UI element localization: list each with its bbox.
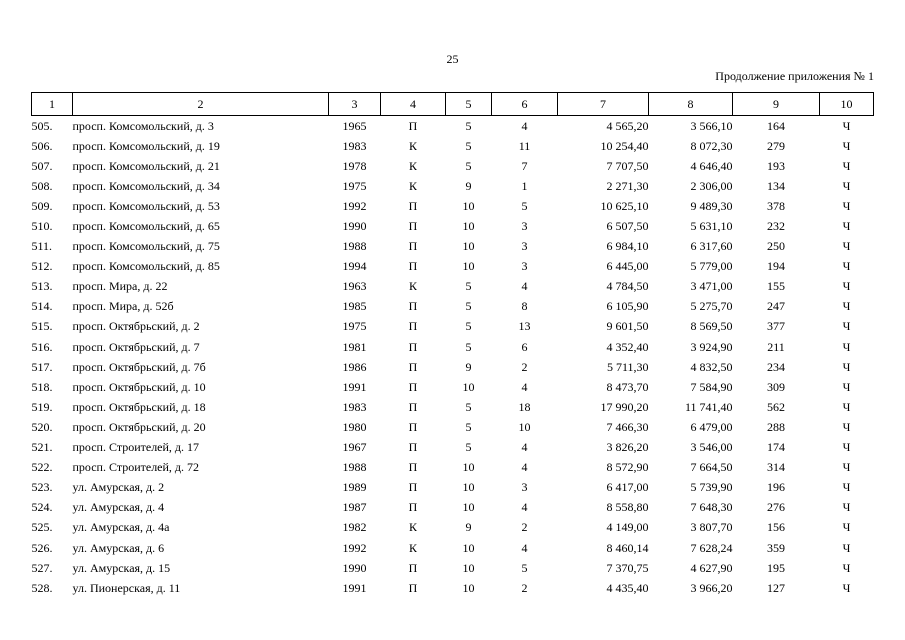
table-row [32, 498, 874, 518]
entrances-cell: 3 [521, 219, 528, 234]
address-cell: просп. Комсомольский, д. 65 [72, 219, 220, 234]
floors-cell: 10 [462, 259, 475, 274]
total-area-cell: 8 473,70 [606, 379, 649, 394]
residents-cell: 378 [767, 198, 785, 213]
wall-material-cell: П [408, 379, 418, 394]
floors-cell: 5 [465, 118, 472, 133]
year-cell: 1991 [342, 379, 367, 394]
address-cell: просп. Комсомольский, д. 85 [72, 259, 220, 274]
type-cell: Ч [842, 198, 851, 213]
residents-cell: 309 [767, 379, 785, 394]
year-cell: 1983 [342, 399, 367, 414]
total-area-cell: 10 254,40 [600, 138, 649, 153]
table-row [32, 377, 874, 397]
address-cell: ул. Пионерская, д. 11 [72, 580, 181, 595]
total-area-cell: 7 370,75 [606, 560, 649, 575]
year-cell: 1991 [342, 580, 367, 595]
wall-material-cell: П [408, 339, 418, 354]
floors-cell: 5 [465, 138, 472, 153]
year-cell: 1975 [342, 178, 367, 193]
entrances-cell: 2 [521, 580, 528, 595]
page-number: 25 [446, 52, 459, 66]
floors-cell: 10 [462, 219, 475, 234]
year-cell: 1981 [342, 339, 367, 354]
wall-material-cell: П [408, 419, 418, 434]
wall-material-cell: П [408, 319, 418, 334]
table-row [32, 397, 874, 417]
table-row [32, 558, 874, 578]
row-number: 512. [31, 259, 53, 274]
wall-material-cell: П [408, 440, 418, 455]
wall-material-cell: П [408, 259, 418, 274]
wall-material-cell: К [408, 178, 417, 193]
row-number: 524. [31, 500, 53, 515]
total-area-cell: 4 149,00 [606, 520, 649, 535]
table-row [32, 257, 874, 277]
row-number: 513. [31, 279, 53, 294]
living-area-cell: 3 471,00 [690, 279, 733, 294]
year-cell: 1992 [342, 540, 367, 555]
type-cell: Ч [842, 480, 851, 495]
type-cell: Ч [842, 379, 851, 394]
row-number: 514. [31, 299, 53, 314]
living-area-cell: 4 627,90 [690, 560, 733, 575]
floors-cell: 9 [465, 178, 472, 193]
living-area-cell: 11 741,40 [684, 399, 733, 414]
type-cell: Ч [842, 118, 851, 133]
row-number: 521. [31, 440, 53, 455]
year-cell: 1994 [342, 259, 367, 274]
entrances-cell: 3 [521, 259, 528, 274]
row-number: 511. [31, 239, 53, 254]
floors-cell: 5 [465, 399, 472, 414]
housing-table [31, 92, 874, 598]
total-area-cell: 7 707,50 [606, 158, 649, 173]
type-cell: Ч [842, 440, 851, 455]
entrances-cell: 4 [521, 279, 528, 294]
total-area-cell: 7 466,30 [606, 419, 649, 434]
floors-cell: 5 [465, 279, 472, 294]
entrances-cell: 13 [518, 319, 531, 334]
wall-material-cell: П [408, 399, 418, 414]
living-area-cell: 4 646,40 [690, 158, 733, 173]
type-cell: Ч [842, 580, 851, 595]
year-cell: 1978 [342, 158, 367, 173]
table-row [32, 277, 874, 297]
year-cell: 1985 [342, 299, 367, 314]
table-row [32, 116, 874, 137]
wall-material-cell: П [408, 118, 418, 133]
living-area-cell: 2 306,00 [690, 178, 733, 193]
residents-cell: 250 [767, 239, 785, 254]
entrances-cell: 7 [521, 158, 528, 173]
residents-cell: 196 [767, 480, 785, 495]
column-header: 10 [820, 93, 874, 116]
entrances-cell: 4 [521, 540, 528, 555]
row-number: 510. [31, 219, 53, 234]
total-area-cell: 8 460,14 [606, 540, 649, 555]
table-row [32, 216, 874, 236]
address-cell: ул. Амурская, д. 15 [72, 560, 171, 575]
wall-material-cell: К [408, 279, 417, 294]
residents-cell: 288 [767, 419, 785, 434]
entrances-cell: 18 [518, 399, 531, 414]
row-number: 528. [31, 580, 53, 595]
column-header: 7 [558, 93, 649, 116]
living-area-cell: 3 546,00 [690, 440, 733, 455]
living-area-cell: 5 631,10 [690, 219, 733, 234]
type-cell: Ч [842, 520, 851, 535]
address-cell: просп. Комсомольский, д. 34 [72, 178, 220, 193]
total-area-cell: 10 625,10 [600, 198, 649, 213]
entrances-cell: 4 [521, 379, 528, 394]
column-header: 2 [73, 93, 329, 116]
floors-cell: 10 [462, 540, 475, 555]
floors-cell: 9 [465, 359, 472, 374]
wall-material-cell: П [408, 219, 418, 234]
column-header: 5 [446, 93, 492, 116]
address-cell: просп. Октябрьский, д. 7 [72, 339, 200, 354]
table-row [32, 478, 874, 498]
column-header: 1 [32, 93, 73, 116]
floors-cell: 10 [462, 580, 475, 595]
row-number: 525. [31, 520, 53, 535]
living-area-cell: 5 275,70 [690, 299, 733, 314]
living-area-cell: 9 489,30 [690, 198, 733, 213]
type-cell: Ч [842, 540, 851, 555]
year-cell: 1990 [342, 560, 367, 575]
column-header: 8 [649, 93, 733, 116]
table-row [32, 136, 874, 156]
type-cell: Ч [842, 560, 851, 575]
floors-cell: 5 [465, 319, 472, 334]
year-cell: 1990 [342, 219, 367, 234]
year-cell: 1975 [342, 319, 367, 334]
address-cell: просп. Октябрьский, д. 10 [72, 379, 206, 394]
year-cell: 1963 [342, 279, 367, 294]
address-cell: просп. Комсомольский, д. 3 [72, 118, 214, 133]
total-area-cell: 4 784,50 [606, 279, 649, 294]
address-cell: просп. Комсомольский, д. 75 [72, 239, 220, 254]
total-area-cell: 8 558,80 [606, 500, 649, 515]
row-number: 526. [31, 540, 53, 555]
residents-cell: 195 [767, 560, 785, 575]
row-number: 519. [31, 399, 53, 414]
living-area-cell: 3 566,10 [690, 118, 733, 133]
row-number: 517. [31, 359, 53, 374]
year-cell: 1987 [342, 500, 367, 515]
living-area-cell: 3 924,90 [690, 339, 733, 354]
year-cell: 1992 [342, 198, 367, 213]
residents-cell: 377 [767, 319, 785, 334]
residents-cell: 134 [767, 178, 785, 193]
floors-cell: 10 [462, 198, 475, 213]
residents-cell: 156 [767, 520, 785, 535]
entrances-cell: 5 [521, 198, 528, 213]
residents-cell: 314 [767, 460, 785, 475]
type-cell: Ч [842, 158, 851, 173]
table-row [32, 538, 874, 558]
residents-cell: 234 [767, 359, 785, 374]
table-row [32, 337, 874, 357]
row-number: 505. [31, 118, 53, 133]
row-number: 509. [31, 198, 53, 213]
total-area-cell: 6 445,00 [606, 259, 649, 274]
year-cell: 1988 [342, 460, 367, 475]
living-area-cell: 4 832,50 [690, 359, 733, 374]
table-row [32, 417, 874, 437]
wall-material-cell: К [408, 520, 417, 535]
entrances-cell: 4 [521, 440, 528, 455]
total-area-cell: 8 572,90 [606, 460, 649, 475]
row-number: 520. [31, 419, 53, 434]
residents-cell: 155 [767, 279, 785, 294]
type-cell: Ч [842, 399, 851, 414]
total-area-cell: 4 352,40 [606, 339, 649, 354]
floors-cell: 10 [462, 379, 475, 394]
year-cell: 1980 [342, 419, 367, 434]
residents-cell: 562 [767, 399, 785, 414]
table-row [32, 237, 874, 257]
wall-material-cell: П [408, 198, 418, 213]
wall-material-cell: П [408, 560, 418, 575]
residents-cell: 194 [767, 259, 785, 274]
table-row [32, 196, 874, 216]
living-area-cell: 6 479,00 [690, 419, 733, 434]
year-cell: 1989 [342, 480, 367, 495]
total-area-cell: 6 507,50 [606, 219, 649, 234]
column-header: 4 [381, 93, 446, 116]
type-cell: Ч [842, 259, 851, 274]
year-cell: 1988 [342, 239, 367, 254]
total-area-cell: 4 435,40 [606, 580, 649, 595]
wall-material-cell: П [408, 239, 418, 254]
total-area-cell: 9 601,50 [606, 319, 649, 334]
total-area-cell: 3 826,20 [606, 440, 649, 455]
address-cell: просп. Комсомольский, д. 21 [72, 158, 220, 173]
entrances-cell: 10 [518, 419, 531, 434]
row-number: 508. [31, 178, 53, 193]
floors-cell: 10 [462, 239, 475, 254]
wall-material-cell: К [408, 158, 417, 173]
residents-cell: 127 [767, 580, 785, 595]
year-cell: 1982 [342, 520, 367, 535]
living-area-cell: 5 739,90 [690, 480, 733, 495]
floors-cell: 10 [462, 460, 475, 475]
row-number: 515. [31, 319, 53, 334]
address-cell: ул. Амурская, д. 4 [72, 500, 165, 515]
type-cell: Ч [842, 359, 851, 374]
living-area-cell: 7 584,90 [690, 379, 733, 394]
residents-cell: 164 [767, 118, 785, 133]
total-area-cell: 6 105,90 [606, 299, 649, 314]
appendix-continuation-note: Продолжение приложения № 1 [715, 69, 874, 83]
table-row [32, 578, 874, 598]
year-cell: 1986 [342, 359, 367, 374]
living-area-cell: 6 317,60 [690, 239, 733, 254]
type-cell: Ч [842, 219, 851, 234]
table-row [32, 176, 874, 196]
address-cell: ул. Амурская, д. 6 [72, 540, 165, 555]
type-cell: Ч [842, 299, 851, 314]
entrances-cell: 4 [521, 118, 528, 133]
floors-cell: 5 [465, 158, 472, 173]
type-cell: Ч [842, 500, 851, 515]
wall-material-cell: К [408, 540, 417, 555]
residents-cell: 276 [767, 500, 785, 515]
living-area-cell: 3 807,70 [690, 520, 733, 535]
wall-material-cell: П [408, 460, 418, 475]
wall-material-cell: П [408, 359, 418, 374]
floors-cell: 10 [462, 500, 475, 515]
address-cell: просп. Мира, д. 52б [72, 299, 174, 314]
residents-cell: 174 [767, 440, 785, 455]
row-number: 507. [31, 158, 53, 173]
residents-cell: 359 [767, 540, 785, 555]
year-cell: 1965 [342, 118, 367, 133]
address-cell: просп. Октябрьский, д. 2 [72, 319, 200, 334]
living-area-cell: 8 569,50 [690, 319, 733, 334]
total-area-cell: 6 984,10 [606, 239, 649, 254]
table-row [32, 357, 874, 377]
total-area-cell: 6 417,00 [606, 480, 649, 495]
entrances-cell: 2 [521, 359, 528, 374]
living-area-cell: 8 072,30 [690, 138, 733, 153]
address-cell: просп. Строителей, д. 72 [72, 460, 200, 475]
residents-cell: 211 [767, 339, 785, 354]
type-cell: Ч [842, 279, 851, 294]
total-area-cell: 5 711,30 [606, 359, 649, 374]
row-number: 518. [31, 379, 53, 394]
living-area-cell: 5 779,00 [690, 259, 733, 274]
type-cell: Ч [842, 319, 851, 334]
address-cell: ул. Амурская, д. 2 [72, 480, 165, 495]
row-number: 522. [31, 460, 53, 475]
address-cell: просп. Комсомольский, д. 19 [72, 138, 220, 153]
living-area-cell: 7 664,50 [690, 460, 733, 475]
wall-material-cell: П [408, 500, 418, 515]
floors-cell: 5 [465, 339, 472, 354]
floors-cell: 10 [462, 560, 475, 575]
table-row [32, 438, 874, 458]
column-header: 3 [329, 93, 381, 116]
year-cell: 1967 [342, 440, 367, 455]
type-cell: Ч [842, 138, 851, 153]
year-cell: 1983 [342, 138, 367, 153]
total-area-cell: 17 990,20 [600, 399, 649, 414]
address-cell: ул. Амурская, д. 4а [72, 520, 170, 535]
floors-cell: 5 [465, 299, 472, 314]
residents-cell: 247 [767, 299, 785, 314]
floors-cell: 9 [465, 520, 472, 535]
type-cell: Ч [842, 419, 851, 434]
type-cell: Ч [842, 460, 851, 475]
total-area-cell: 4 565,20 [606, 118, 649, 133]
residents-cell: 279 [767, 138, 785, 153]
residents-cell: 193 [767, 158, 785, 173]
entrances-cell: 8 [521, 299, 528, 314]
address-cell: просп. Октябрьский, д. 20 [72, 419, 206, 434]
entrances-cell: 4 [521, 500, 528, 515]
living-area-cell: 7 628,24 [690, 540, 733, 555]
living-area-cell: 7 648,30 [690, 500, 733, 515]
address-cell: просп. Октябрьский, д. 7б [72, 359, 206, 374]
type-cell: Ч [842, 239, 851, 254]
wall-material-cell: К [408, 138, 417, 153]
entrances-cell: 2 [521, 520, 528, 535]
row-number: 523. [31, 480, 53, 495]
column-number-header-row [32, 93, 874, 116]
floors-cell: 5 [465, 419, 472, 434]
total-area-cell: 2 271,30 [606, 178, 649, 193]
address-cell: просп. Комсомольский, д. 53 [72, 198, 220, 213]
column-header: 9 [733, 93, 820, 116]
wall-material-cell: П [408, 480, 418, 495]
row-number: 516. [31, 339, 53, 354]
table-row [32, 317, 874, 337]
entrances-cell: 1 [521, 178, 528, 193]
residents-cell: 232 [767, 219, 785, 234]
column-header: 6 [492, 93, 558, 116]
table-row [32, 518, 874, 538]
address-cell: просп. Мира, д. 22 [72, 279, 168, 294]
table-row [32, 156, 874, 176]
entrances-cell: 6 [521, 339, 528, 354]
wall-material-cell: П [408, 580, 418, 595]
entrances-cell: 3 [521, 480, 528, 495]
row-number: 527. [31, 560, 53, 575]
type-cell: Ч [842, 178, 851, 193]
floors-cell: 5 [465, 440, 472, 455]
type-cell: Ч [842, 339, 851, 354]
wall-material-cell: П [408, 299, 418, 314]
entrances-cell: 11 [518, 138, 531, 153]
living-area-cell: 3 966,20 [690, 580, 733, 595]
address-cell: просп. Строителей, д. 17 [72, 440, 200, 455]
table-body [32, 116, 874, 599]
address-cell: просп. Октябрьский, д. 18 [72, 399, 206, 414]
entrances-cell: 3 [521, 239, 528, 254]
floors-cell: 10 [462, 480, 475, 495]
entrances-cell: 5 [521, 560, 528, 575]
table-row [32, 458, 874, 478]
row-number: 506. [31, 138, 53, 153]
table-row [32, 297, 874, 317]
entrances-cell: 4 [521, 460, 528, 475]
